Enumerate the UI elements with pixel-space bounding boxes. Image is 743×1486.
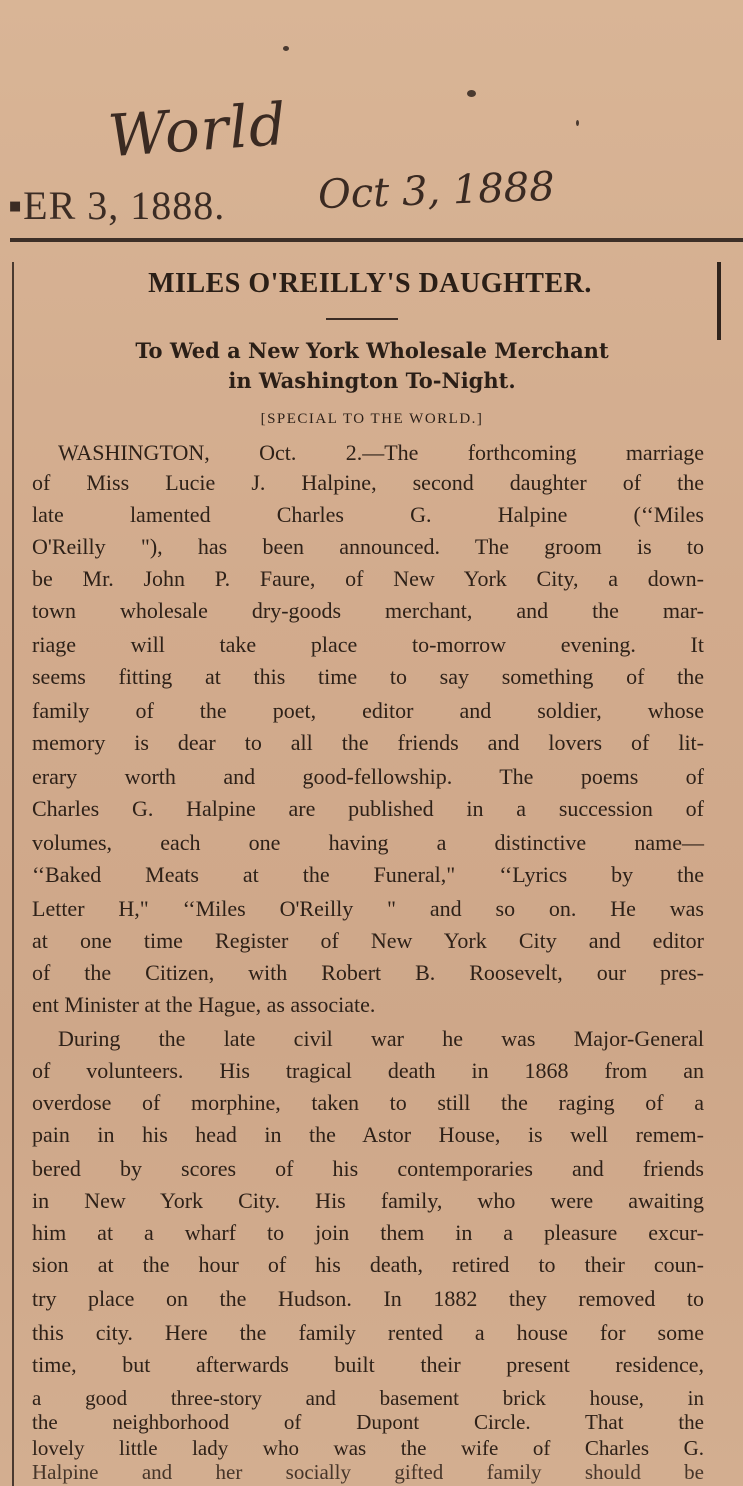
body-line: at one time Register of New York City and editor — [32, 928, 704, 953]
article-subhead-line-2: in Washington To-Night. — [228, 368, 516, 393]
article-credit: [SPECIAL TO THE WORLD.] — [260, 411, 484, 427]
printed-dateline: ▪ER 3, 1888. — [8, 183, 226, 228]
body-line: this city. Here the family rented a house for some — [32, 1320, 704, 1345]
body-line: a good three-story and basement brick house, in — [32, 1386, 704, 1410]
body-line: time, but afterwards built their present residence, — [32, 1352, 704, 1377]
body-line: pain in his head in the Astor House, is well remem- — [32, 1122, 704, 1147]
body-line: Letter H," ‘‘Miles O'Reilly " and so on. He was — [32, 896, 704, 921]
article-subhead-line-1: To Wed a New York Wholesale Merchant — [135, 338, 609, 363]
body-line: family of the poet, editor and soldier, whose — [32, 698, 704, 723]
body-line: of the Citizen, with Robert B. Roosevelt, our pres- — [32, 960, 704, 985]
body-line: try place on the Hudson. In 1882 they removed to — [32, 1286, 704, 1311]
handwritten-date: Oct 3, 1888 — [317, 163, 556, 219]
ink-speck — [283, 46, 289, 51]
top-rule — [10, 238, 743, 242]
body-line: O'Reilly "), has been announced. The groom is to — [32, 534, 704, 559]
body-line: overdose of morphine, taken to still the raging of a — [32, 1090, 704, 1115]
ink-speck — [576, 120, 579, 126]
article-headline: MILES O'REILLY'S DAUGHTER. — [148, 268, 592, 299]
body-line: be Mr. John P. Faure, of New York City, a down- — [32, 566, 704, 591]
body-line: Charles G. Halpine are published in a succession of — [32, 796, 704, 821]
headline-divider — [326, 318, 398, 320]
column-left-rule — [12, 262, 14, 1486]
body-line: bered by scores of his contemporaries and friends — [32, 1156, 704, 1181]
body-line: town wholesale dry-goods merchant, and the mar- — [32, 598, 704, 623]
body-line: ent Minister at the Hague, as associate. — [32, 992, 376, 1017]
body-line: late lamented Charles G. Halpine (‘‘Miles — [32, 502, 704, 527]
body-line: WASHINGTON, Oct. 2.—The forthcoming marriage — [58, 440, 704, 465]
body-line: in New York City. His family, who were awaiting — [32, 1188, 704, 1213]
handwritten-source: World — [105, 89, 290, 171]
body-line: the neighborhood of Dupont Circle. That the — [32, 1410, 704, 1434]
body-line: volumes, each one having a distinctive name— — [32, 830, 704, 855]
body-line: ‘‘Baked Meats at the Funeral," ‘‘Lyrics by the — [32, 862, 704, 887]
body-line: memory is dear to all the friends and lovers of lit- — [32, 730, 704, 755]
body-line: of Miss Lucie J. Halpine, second daughter of the — [32, 470, 704, 495]
body-line: erary worth and good-fellowship. The poems of — [32, 764, 704, 789]
body-line: seems fitting at this time to say something of the — [32, 664, 704, 689]
body-line: riage will take place to-morrow evening. It — [32, 632, 704, 657]
body-line: him at a wharf to join them in a pleasure excur- — [32, 1220, 704, 1245]
ink-speck — [467, 90, 476, 97]
body-line: During the late civil war he was Major-General — [58, 1026, 704, 1051]
body-line: lovely little lady who was the wife of Charles G. — [32, 1436, 704, 1460]
body-line: sion at the hour of his death, retired to their coun- — [32, 1252, 704, 1277]
body-line: Halpine and her socially gifted family should be — [32, 1460, 704, 1484]
body-line: of volunteers. His tragical death in 1868 from an — [32, 1058, 704, 1083]
